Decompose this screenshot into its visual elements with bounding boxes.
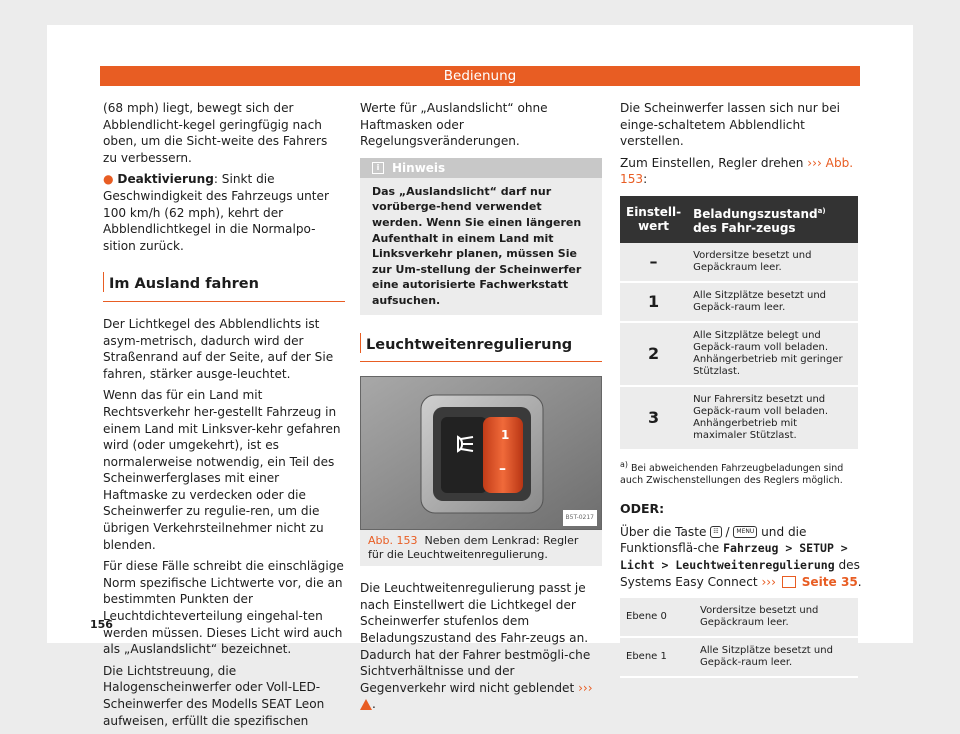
- table-row: – Vordersitze besetzt und Gepäckraum leer.: [620, 243, 858, 282]
- note-header: i Hinweis: [360, 158, 602, 178]
- table-row: 3 Nur Fahrersitz besetzt und Gepäck-raum voll beladen. Anhängerbetrieb mit maximaler Stützlast.: [620, 386, 858, 450]
- oder-label: ODER:: [620, 501, 665, 517]
- page-number: 156: [90, 618, 113, 631]
- paragraph: Werte für „Auslandslicht“ ohne Haftmasken oder Regelungsveränderungen.: [360, 101, 548, 149]
- column-1: [103, 100, 345, 734]
- info-icon: i: [372, 162, 384, 174]
- paragraph: Die Lichtstreuung, die Halogenscheinwerfer oder Voll-LED-Scheinwerfer des Modells SEAT Leon aufweisen, erfüllt die spezifischen: [103, 663, 325, 728]
- section-header: Bedienung: [100, 66, 860, 86]
- table-row: Ebene 1 Alle Sitzplätze besetzt und Gepäck-raum leer.: [620, 637, 858, 677]
- paragraph: Der Lichtkegel des Abblendlichts ist asym-metrisch, dadurch wird der Straßenrand auf der Seite, auf der Sie fahren, stärker ausge-leuchtet.: [103, 316, 334, 381]
- table-header: Einstell-wert: [620, 196, 687, 243]
- figure-link[interactable]: Abb. 153: [620, 155, 854, 187]
- bullet-label: Deaktivierung: [117, 172, 214, 187]
- bullet-item: [103, 171, 345, 254]
- grid-key-icon: ☷: [710, 526, 721, 538]
- paragraph: Über die Taste ☷ / MENU und die Funktionsflä-che Fahrzeug > SETUP > Licht > Leuchtweitenregulierung des Systems Easy Connect ››› Seite 35.: [620, 524, 862, 589]
- level-table: [620, 598, 858, 678]
- paragraph: Die Leuchtweitenregulierung passt je nach Einstellwert die Lichtkegel der Scheinwerfer stufenlos dem Beladungszustand des Fahr-zeugs an. Dadurch hat der Fahrer bestmögli-che Sichtverhältnisse und der Gegenverkehr wird nicht geblendet ››› .: [360, 581, 593, 712]
- figure-code: B5T-0217: [563, 510, 597, 527]
- section-title: Leuchtweitenregulierung: [360, 337, 602, 363]
- headlight-dial-illustration: [361, 377, 601, 529]
- dial-mark-minus: –: [499, 461, 506, 478]
- footnote: $^{a)}$ Bei abweichenden Fahrzeugbeladungen sind auch Zwischenstellungen des Reglers möglich.: [620, 459, 844, 487]
- figure-caption: Abb. 153 Neben dem Lenkrad: Regler für die Leuchtweitenregulierung.: [360, 530, 602, 566]
- book-icon: [782, 576, 796, 588]
- table-row: Ebene 0 Vordersitze besetzt und Gepäckraum leer.: [620, 598, 858, 637]
- column-3: [620, 100, 862, 686]
- table-header: Beladungszustand$^{a)}$ des Fahr-zeugs: [687, 196, 858, 243]
- section-title: Im Ausland fahren: [103, 276, 345, 302]
- note-text: Das „Auslandslicht“ darf nur vorüberge-hend verwendet werden. Wenn Sie einen längeren Aufenthalt in einem Land mit Linksverkehr planen, müssen Sie zur Um-stellung der Scheinwerfer eine autorisierte Fachwerkstatt aufsuchen.: [372, 184, 582, 307]
- dial-mark-1: 1: [501, 428, 510, 443]
- paragraph: Für diese Fälle schreibt die einschlägige Norm spezifische Lichtwerte vor, die an bestimmten Punkten der Leuchtdichteverteilung eingehal-ten werden müssen. Dieses Licht wird auch als „Auslandslicht“ bezeichnet.: [103, 559, 344, 657]
- bullet-icon: ●: [103, 172, 118, 187]
- page-link[interactable]: Seite 35: [801, 574, 858, 589]
- menu-path: Fahrzeug > SETUP > Licht > Leuchtweitenregulierung: [620, 541, 848, 572]
- paragraph: (68 mph) liegt, bewegt sich der Abblendlicht-kegel geringfügig nach oben, um die Sicht-weite des Fahrers zu verbessern.: [103, 101, 328, 165]
- paragraph: Die Scheinwerfer lassen sich nur bei einge-schaltetem Abblendlicht verstellen.: [620, 101, 840, 149]
- column-2: [360, 100, 602, 718]
- table-row: 1 Alle Sitzplätze besetzt und Gepäck-raum leer.: [620, 282, 858, 322]
- note-box: [360, 158, 602, 315]
- menu-key-icon: MENU: [733, 526, 757, 538]
- settings-table: [620, 196, 858, 451]
- table-row: 2 Alle Sitzplätze belegt und Gepäck-raum voll beladen. Anhängerbetrieb mit geringer Stützlast.: [620, 322, 858, 386]
- figure-headlight-dial: [360, 376, 602, 530]
- paragraph: Wenn das für ein Land mit Rechtsverkehr her-gestellt Fahrzeug in einem Land mit Linksver-kehr gefahren wird (oder umgekehrt), ist es normalerweise notwendig, ein Teil des Scheinwerferglases mit einer Haftmaske zu verdecken oder die Scheinwerfer zu regulie-ren, um die übrigen Verkehrsteilnehmer nicht zu blenden.: [103, 388, 341, 552]
- warning-icon[interactable]: [360, 699, 372, 710]
- paragraph: Zum Einstellen, Regler drehen ››› Abb. 153:: [620, 155, 854, 187]
- bullet-text: : Sinkt die Geschwindigkeit des Fahrzeugs unter 100 km/h (62 mph), kehrt der Abblendlichtkegel in die Normalpo-sition zurück.: [103, 172, 329, 253]
